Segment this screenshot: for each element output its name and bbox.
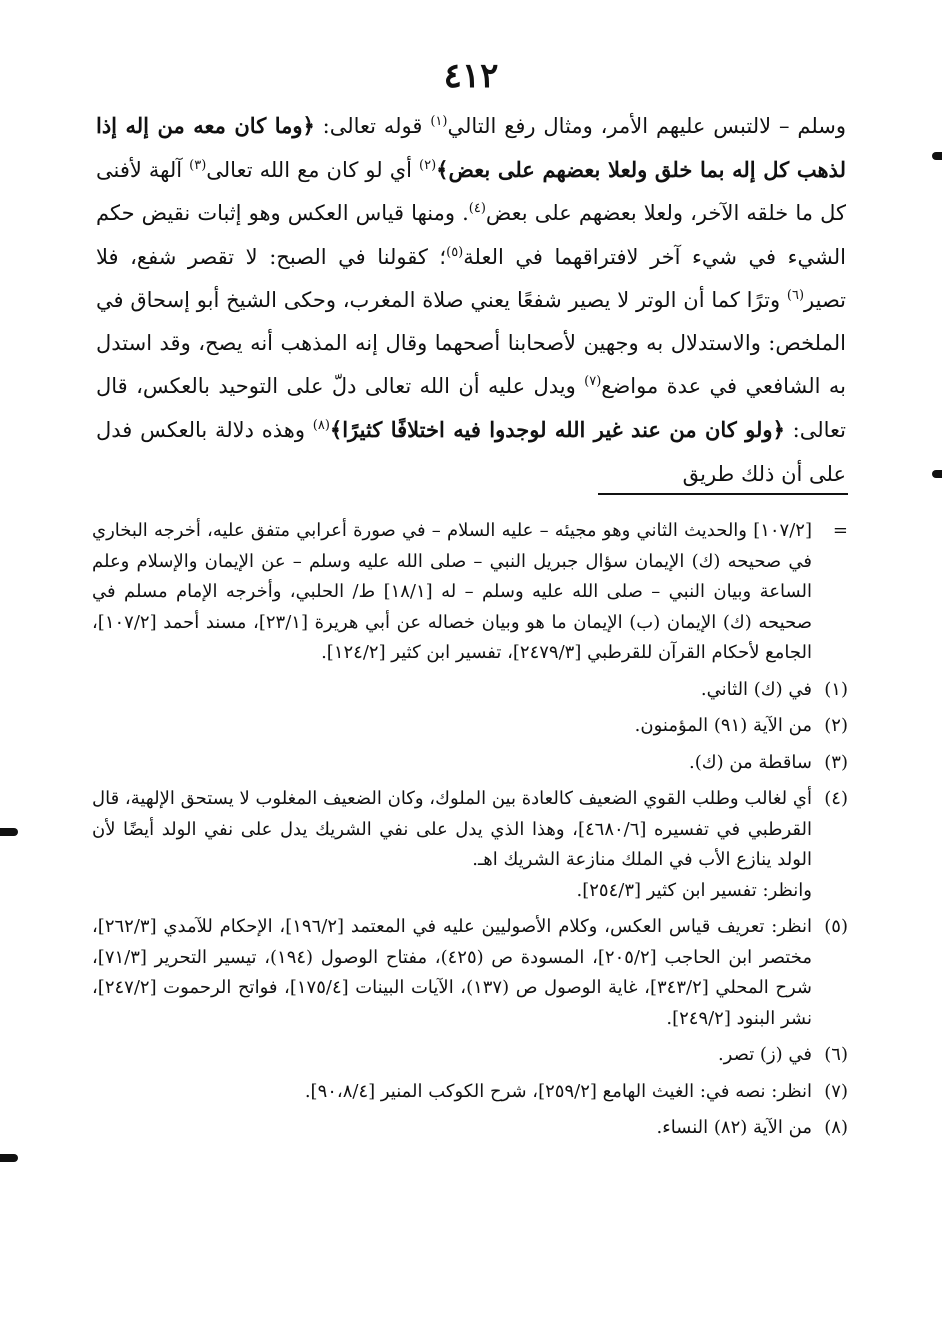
footnote-separator (598, 493, 848, 495)
footnote-6 (92, 1040, 848, 1071)
footnote-marker: (٢) (824, 715, 848, 736)
footnote-ref-8: (٨) (312, 418, 330, 434)
quran-quote: ﴿وما كان معه من إله إذا لذهب كل إله بما خلق ولعلا بعضهم على بعض﴾ (96, 113, 846, 183)
footnote-text: [١٠٧/٢] والحديث الثاني وهو مجيئه – عليه السلام – في صورة أعرابي متفق عليه، أخرجه البخاري في صحيحه (ك) الإيمان سؤال جبريل النبي – صلى الله عليه وسلم – عن الإيمان والإسلام وعلم الساعة وبيان النبي – صلى الله عليه وسلم – له [١٨/١] ط/ الحلبي، وأخرجه الإمام مسلم في صحيحه (ك) الإيمان (ب) الإيمان ما هو وبيان خصاله عن أبي هريرة [٢٣/١]، مسند أحمد [١٠٧/٢]، الجامع لأحكام القرآن للقرطبي [٢٤٧٩/٣]، تفسير ابن كثير [١٢٤/٢]. (92, 520, 812, 663)
main-text-segment: قوله تعالى: (314, 114, 431, 138)
scan-edge-mark (932, 152, 942, 160)
footnote-3 (92, 748, 848, 779)
quran-quote: ﴿ولو كان من عند غير الله لوجدوا فيه اختلافًا كثيرًا﴾ (329, 417, 785, 443)
scan-edge-mark (0, 828, 18, 836)
main-paragraph (96, 104, 846, 496)
footnote-ref-3: (٣) (189, 158, 207, 174)
main-text-segment: ؛ كقولنا في الصبح: لا تقصر شفع، فلا تصير (96, 244, 846, 312)
footnote-continued (92, 516, 848, 669)
page-number: ٤١٢ (443, 56, 499, 96)
footnotes (92, 516, 848, 1144)
footnote-2 (92, 711, 848, 742)
footnote-marker: (٨) (824, 1117, 848, 1138)
scan-edge-mark (932, 470, 942, 478)
main-text-segment: . ومنها قياس العكس وهو إثبات نقيض حكم الشيء في شيء آخر لافتراقهما في العلة (96, 201, 846, 269)
footnote-marker: (٣) (824, 751, 848, 773)
footnote-text: من الآية (٩١) المؤمنون. (634, 715, 812, 736)
footnote-4-extra: وانظر: تفسير ابن كثير [٢٥٤/٣]. (576, 879, 812, 901)
footnote-ref-7: (٧) (584, 374, 602, 390)
footnote-marker: = (832, 520, 848, 541)
footnote-text: انظر: تعريف قياس العكس، وكلام الأصوليين عليه في المعتمد [١٩٦/٢]، الإحكام للآمدي [٢٦٢/٣]، مختصر ابن الحاجب [٢٠٥/٢]، المسودة ص (٤٢٥)، مفتاح الوصول (١٩٤)، تيسير التحرير [٧١/٣]، شرح المحلي [٣٤٣/٢]، غاية الوصول ص (١٣٧)، الآيات البينات [١٧٥/٤]، فواتح الرحموت [٢٤٧/٢]، نشر البنود [٢٤٩/٢]. (92, 916, 813, 1029)
footnote-marker: (٤) (824, 788, 848, 809)
footnote-marker: (١) (824, 678, 848, 700)
footnote-4 (92, 784, 848, 876)
footnote-7 (92, 1077, 848, 1108)
footnote-text: من الآية (٨٢) النساء. (656, 1117, 812, 1138)
footnote-ref-6: (٦) (786, 287, 805, 303)
footnote-1 (92, 675, 848, 706)
main-text-segment: آلهة لأفنى كل ما خلقه الآخر، ولعلا بعضهم على بعض (96, 158, 846, 226)
footnote-marker: (٥) (824, 916, 848, 937)
footnote-text: في (ك) الثاني. (700, 678, 812, 700)
footnote-8 (92, 1113, 848, 1144)
main-text-segment: وترًا كما أن الوتر لا يصير شفعًا يعني صلاة المغرب، وحكى الشيخ أبو إسحاق في الملخص: والاستدلال به وجهين لأصحابنا أصحهما وقال إنه المذهب أنه يصح، وقد استدل به الشافعي في عدة مواضع (96, 287, 846, 399)
footnote-ref-4: (٤) (468, 201, 486, 217)
footnote-text: انظر: نصه في: الغيث الهامع [٢٥٩/٢]، شرح الكوكب المنير [٩٠،٨/٤]. (304, 1080, 812, 1102)
main-text-segment: ويدل عليه أن الله تعالى دلّ على التوحيد بالعكس، قال تعالى: (96, 374, 847, 443)
footnote-5 (92, 912, 848, 1034)
main-text-segment: وسلم – لالتبس عليهم الأمر، ومثال رفع التالي (447, 114, 847, 138)
scan-edge-mark (0, 1154, 18, 1162)
footnote-text: في (ز) تصر. (717, 1044, 812, 1065)
footnote-ref-1: (١) (430, 114, 448, 129)
footnote-marker: (٧) (824, 1080, 848, 1102)
footnote-text: ساقطة من (ك). (689, 751, 812, 773)
main-text-segment: وهذه دلالة بالعكس فدل على أن ذلك طريق (96, 418, 846, 486)
footnote-text: أي لغالب وطلب القوي الضعيف كالعادة بين الملوك، وكان الضعيف المغلوب لا يستحق الإلهية، قال القرطبي في تفسيره [٤٦٨٠/٦]، وهذا الذي يدل على نفي الشريك يدل على نفي الولد أيضًا لأن الولد ينازع الأب في الملك منازعة الشريك اهـ. (92, 788, 812, 870)
main-text (96, 104, 846, 496)
main-text-segment: أي لو كان مع الله تعالى (206, 158, 420, 183)
footnote-marker: (٦) (824, 1044, 848, 1065)
footnote-ref-2: (٢) (419, 158, 437, 174)
footnote-ref-5: (٥) (446, 244, 464, 260)
